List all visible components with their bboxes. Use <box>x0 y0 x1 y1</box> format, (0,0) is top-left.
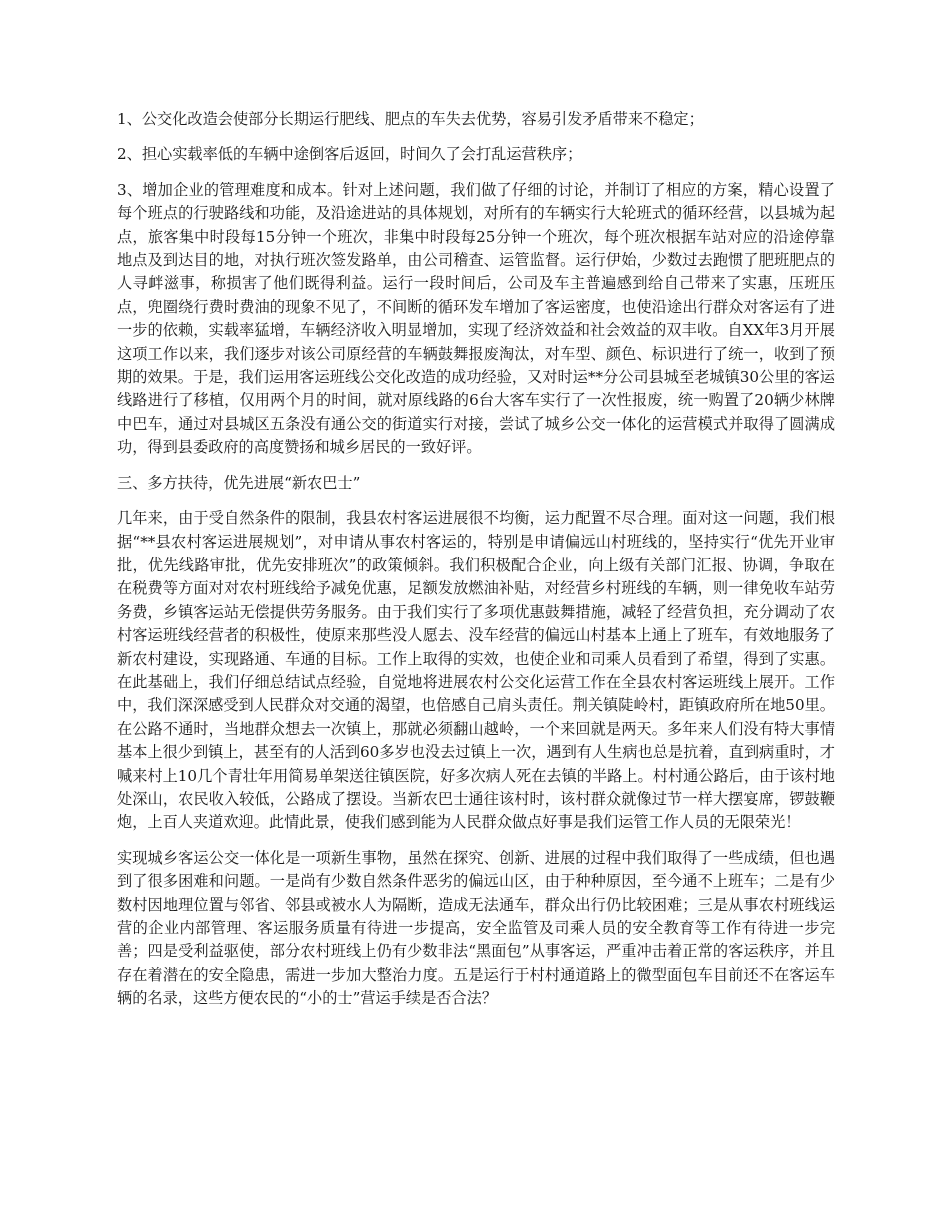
paragraph-point-3: 3、增加企业的管理难度和成本。针对上述问题，我们做了仔细的讨论，并制订了相应的方案，精心设置了每个班点的行驶路线和功能，及沿途进站的具体规划，对所有的车辆实行大轮班式的循环经营，以县城为起点，旅客集中时段每15分钟一个班次，非集中时段每25分钟一个班次，每个班次根据车站对应的沿途停靠地点及到达目的地，对执行班次签发路单，由公司稽查、运管监督。运行伊始，少数过去跑惯了肥班肥点的人寻衅滋事，称损害了他们既得利益。运行一段时间后，公司及车主普遍感到给自己带来了实惠，压班压点，兜圈绕行费时费油的现象不见了，不间断的循环发车增加了客运密度，也使沿途出行群众对客运有了进一步的依赖，实载率猛增，车辆经济收入明显增加，实现了经济效益和社会效益的双丰收。自XX年3月开展这项工作以来，我们逐步对该公司原经营的车辆鼓舞报废淘汰，对车型、颜色、标识进行了统一，收到了预期的效果。于是，我们运用客运班线公交化改造的成功经验，又对时运**分公司县城至老城镇30公里的客运线路进行了移植，仅用两个月的时间，就对原线路的6台大客车实行了一次性报废，统一购置了20辆少林牌中巴车，通过对县城区五条没有通公交的街道实行对接，尝试了城乡公交一体化的运营模式并取得了圆满成功，得到县委政府的高度赞扬和城乡居民的一致好评。 <box>117 180 835 457</box>
paragraph-point-2: 2、担心实载率低的车辆中途倒客后返回，时间久了会打乱运营秩序； <box>117 145 583 164</box>
paragraph-problems: 实现城乡客运公交一体化是一项新生事物，虽然在探究、创新、进展的过程中我们取得了一些成绩，但也遇到了很多困难和问题。一是尚有少数自然条件恶劣的偏远山区，由于种种原因，至今通不上班车；二是有少数村因地理位置与邻省、邻县或被水人为隔断，造成无法通车，群众出行仍比较困难；三是从事农村班线运营的企业内部管理、客运服务质量有待进一步提高，安全监管及司乘人员的安全教育等工作有待进一步完善；四是受利益驱使，部分农村班线上仍有少数非法“黑面包”从事客运，严重冲击着正常的客运秩序，并且存在着潜在的安全隐患，需进一步加大整治力度。五是运行于村村通道路上的微型面包车目前还不在客运车辆的名录，这些方便农民的“小的士”营运手续是否合法？ <box>117 848 835 1008</box>
paragraph-point-1: 1、公交化改造会使部分长期运行肥线、肥点的车失去优势，容易引发矛盾带来不稳定； <box>117 110 704 128</box>
document-body <box>117 108 835 1023</box>
paragraph-rural-transport: 几年来，由于受自然条件的限制，我县农村客运进展很不均衡，运力配置不尽合理。面对这一问题，我们根据“**县农村客运进展规划”，对申请从事农村客运的，特别是申请偏远山村班线的，坚持实行“优先开业审批，优先线路审批，优先安排班次”的政策倾斜。我们积极配合企业，向上级有关部门汇报、协调，争取在在税费等方面对对农村班线给予减免优惠，足额发放燃油补贴，对经营乡村班线的车辆，则一律免收车站劳务费，乡镇客运站无偿提供劳务服务。由于我们实行了多项优惠鼓舞措施，减轻了经营负担，充分调动了农村客运班线经营者的积极性，使原来那些没人愿去、没车经营的偏远山村基本上通上了班车，有效地服务了新农村建设，实现路通、车通的目标。工作上取得的实效，也使企业和司乘人员看到了希望，得到了实惠。在此基础上，我们仔细总结试点经验，自觉地将进展农村公交化运营工作在全县农村客运班线上展开。工作中，我们深深感受到人民群众对交通的渴望，也倍感自己肩头责任。荆关镇陡岭村，距镇政府所在地50里。在公路不通时，当地群众想去一次镇上，那就必须翻山越岭，一个来回就是两天。多年来人们没有特大事情基本上很少到镇上，甚至有的人活到60多岁也没去过镇上一次，遇到有人生病也总是抗着，直到病重时，才喊来村上10几个青壮年用简易单架送往镇医院，好多次病人死在去镇的半路上。村村通公路后，由于该村地处深山，农民收入较低，公路成了摆设。当新农巴士通往该村时，该村群众就像过节一样大摆宴席，锣鼓鞭炮，上百人夹道欢迎。此情此景，使我们感到能为人民群众做点好事是我们运管工作人员的无限荣光！ <box>117 509 835 832</box>
section-heading-3: 三、多方扶待，优先进展“新农巴士” <box>117 473 361 492</box>
